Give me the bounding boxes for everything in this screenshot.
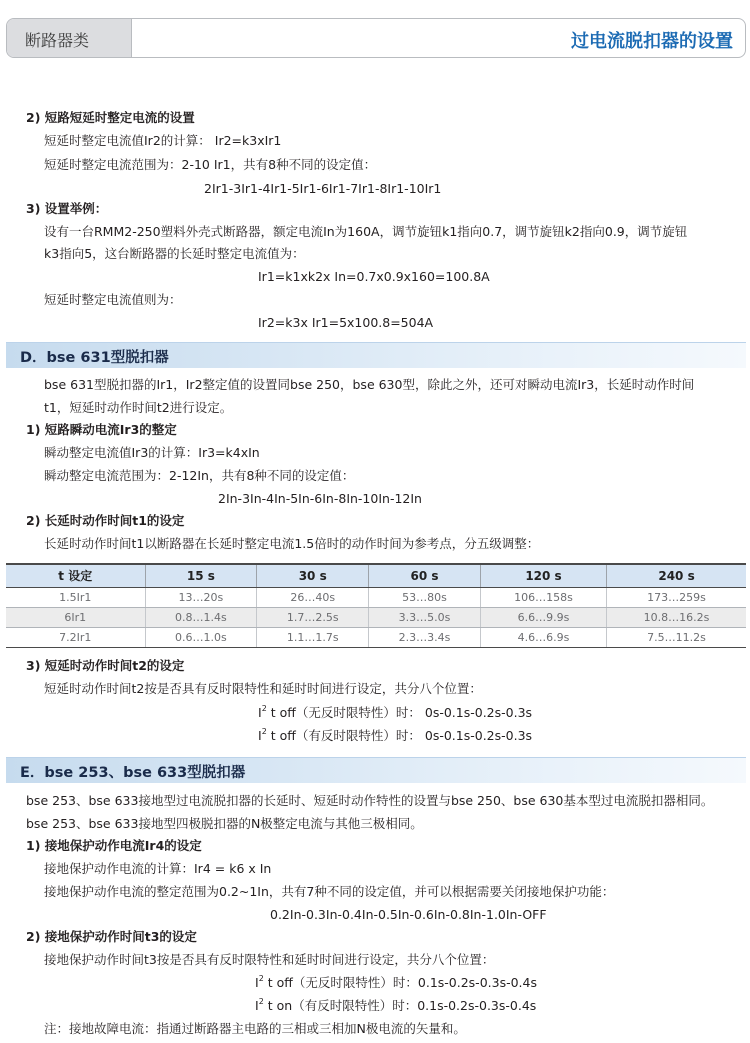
category-tab (7, 19, 132, 57)
table-row (6, 587, 746, 607)
heading-ir3: 1) 短路瞬动电流Ir3的整定 (26, 422, 177, 437)
t2-off-1-text: t off（无反时限特性）时： 0s-0.1s-0.2s-0.3s (266, 705, 533, 720)
table-cell: 4.6…6.9s (480, 627, 606, 647)
text-note: 注：接地故障电流：指通过断路器主电路的三相或三相加N极电流的矢量和。 (44, 1021, 466, 1036)
table-header-cell: 15 s (145, 564, 257, 587)
table-cell: 7.5…11.2s (607, 627, 746, 647)
text-t2-desc: 短延时动作时间t2按是否具有反时限特性和延时时间进行设定，共分八个位置： (44, 681, 482, 696)
heading-short-delay-current: 2) 短路短延时整定电流的设置 (26, 110, 195, 125)
heading-t1: 2) 长延时动作时间t1的设定 (26, 513, 185, 528)
section-e-band (6, 757, 746, 783)
table-cell: 6Ir1 (6, 607, 145, 627)
table-cell: 7.2Ir1 (6, 627, 145, 647)
text-ir3-values: 2In-3In-4In-5In-6In-8In-10In-12In (218, 491, 422, 506)
text-e-intro-1: bse 253、bse 633接地型过电流脱扣器的长延时、短延时动作特性的设置与bse 250、bse 630基本型过电流脱扣器相同。 (26, 793, 714, 808)
text-t2-off-2 (258, 727, 532, 745)
squared-mark: 2 (258, 997, 264, 1006)
text-ir3-range: 瞬动整定电流范围为：2-12In，共有8种不同的设定值： (44, 468, 355, 483)
text-example-3: 短延时整定电流值则为： (44, 292, 182, 307)
table-header-cell: t 设定 (6, 564, 145, 587)
t2-off-2-text: t off（有反时限特性）时： 0s-0.1s-0.2s-0.3s (266, 728, 533, 743)
i-symbol: I (258, 705, 262, 720)
text-d-intro-2: t1，短延时动作时间t2进行设定。 (44, 400, 233, 415)
table-cell: 106…158s (480, 587, 606, 607)
t3-off-text: t off（无反时限特性）时：0.1s-0.2s-0.3s-0.4s (263, 975, 537, 990)
table-cell: 0.6…1.0s (145, 627, 257, 647)
i-symbol: I (255, 975, 259, 990)
text-ir3-calc: 瞬动整定电流值Ir3的计算：Ir3=k4xIn (44, 445, 260, 460)
i-symbol: I (255, 998, 259, 1013)
t3-on-text: t on（有反时限特性）时：0.1s-0.2s-0.3s-0.4s (263, 998, 537, 1013)
table-row (6, 627, 746, 647)
section-e-title: E．bse 253、bse 633型脱扣器 (20, 765, 246, 781)
text-t3-off (255, 974, 537, 992)
text-ir2-calc: 短延时整定电流值Ir2的计算： Ir2=k3xIr1 (44, 133, 282, 148)
table-header-cell: 120 s (480, 564, 606, 587)
heading-t3: 2) 接地保护动作时间t3的设定 (26, 929, 197, 944)
category-label: 断路器类 (25, 31, 90, 50)
table-cell: 26…40s (257, 587, 369, 607)
formula-ir2: Ir2=k3x Ir1=5x100.8=504A (258, 315, 434, 330)
formula-ir1: Ir1=k1xk2x In=0.7x0.9x160=100.8A (258, 269, 490, 284)
table-cell: 10.8…16.2s (607, 607, 746, 627)
page-title: 过电流脱扣器的设置 (571, 31, 733, 52)
table-cell: 13…20s (145, 587, 257, 607)
table-cell: 53…80s (369, 587, 481, 607)
text-t1-desc: 长延时动作时间t1以断路器在长延时整定电流1.5倍时的动作时间为参考点，分五级调整： (44, 536, 540, 551)
table-cell: 1.5Ir1 (6, 587, 145, 607)
section-d-band (6, 342, 746, 368)
table-header-cell: 30 s (257, 564, 369, 587)
text-t3-on (255, 997, 536, 1015)
text-e-intro-2: bse 253、bse 633接地型四极脱扣器的N极整定电流与其他三极相同。 (26, 816, 423, 831)
section-d-title: D．bse 631型脱扣器 (20, 350, 169, 366)
table-cell: 173…259s (607, 587, 746, 607)
table-cell: 6.6…9.9s (480, 607, 606, 627)
page-header (6, 18, 746, 58)
table-header-cell: 60 s (369, 564, 481, 587)
i-symbol: I (258, 728, 262, 743)
squared-mark: 2 (258, 974, 264, 983)
table-row (6, 607, 746, 627)
text-example-2: k3指向5，这台断路器的长延时整定电流值为： (44, 246, 305, 261)
table-cell: 1.1…1.7s (257, 627, 369, 647)
table-cell: 0.8…1.4s (145, 607, 257, 627)
text-ir4-calc: 接地保护动作电流的计算：Ir4 = k6 x In (44, 861, 272, 876)
table-cell: 3.3…5.0s (369, 607, 481, 627)
table-cell: 1.7…2.5s (257, 607, 369, 627)
squared-mark: 2 (261, 704, 267, 713)
text-ir4-range: 接地保护动作电流的整定范围为0.2~1In，共有7种不同的设定值，并可以根据需要关闭接地保护功能： (44, 884, 615, 899)
table-cell: 2.3…3.4s (369, 627, 481, 647)
table-header-row (6, 564, 746, 587)
text-example-1: 设有一台RMM2-250塑料外壳式断路器，额定电流In为160A，调节旋钮k1指向0.7，调节旋钮k2指向0.9，调节旋钮 (44, 224, 688, 239)
text-ir4-values: 0.2In-0.3In-0.4In-0.5In-0.6In-0.8In-1.0In-OFF (270, 907, 547, 922)
heading-ir4: 1) 接地保护动作电流Ir4的设定 (26, 838, 202, 853)
text-d-intro-1: bse 631型脱扣器的Ir1，Ir2整定值的设置同bse 250，bse 630型，除此之外，还可对瞬动电流Ir3，长延时动作时间 (44, 377, 695, 392)
squared-mark: 2 (261, 727, 267, 736)
text-t2-off-1 (258, 704, 532, 722)
text-ir2-range: 短延时整定电流范围为：2-10 Ir1，共有8种不同的设定值： (44, 157, 377, 172)
heading-example: 3) 设置举例： (26, 201, 108, 216)
text-ir2-values: 2Ir1-3Ir1-4Ir1-5Ir1-6Ir1-7Ir1-8Ir1-10Ir1 (204, 181, 442, 196)
table-header-cell: 240 s (607, 564, 746, 587)
text-t3-desc: 接地保护动作时间t3按是否具有反时限特性和延时时间进行设定，共分八个位置： (44, 952, 495, 967)
heading-t2: 3) 短延时动作时间t2的设定 (26, 658, 185, 673)
t1-setting-table (6, 563, 746, 648)
